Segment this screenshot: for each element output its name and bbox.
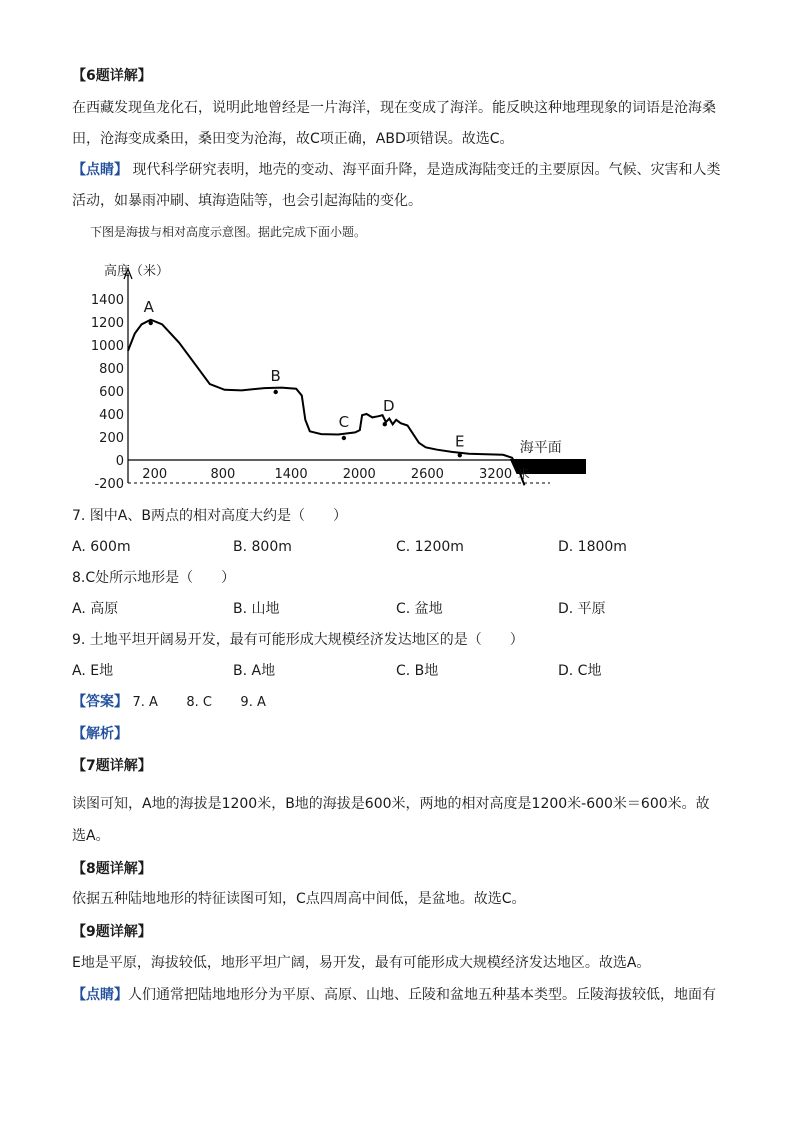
q8-option-c[interactable]: C. 盆地 <box>396 601 443 617</box>
point-marker-b <box>274 390 278 394</box>
q9-option-a[interactable]: A. E地 <box>72 663 114 679</box>
point-marker-d <box>383 422 387 426</box>
elevation-profile-chart <box>90 255 590 495</box>
figure-intro: 下图是海拔与相对高度示意图。据此完成下面小题。 <box>90 225 367 239</box>
q8-option-b[interactable]: B. 山地 <box>233 601 280 617</box>
answer-label: 【答案】 <box>72 694 128 710</box>
section-8-heading: 【8题详解】 <box>72 861 152 877</box>
tip-2 <box>72 985 716 1005</box>
tip-2-label: 【点睛】 <box>72 987 128 1003</box>
q7-option-a[interactable]: A. 600m <box>72 539 131 555</box>
question-7-stem: 7. 图中A、B两点的相对高度大约是（ ） <box>72 508 347 524</box>
tip-1 <box>72 155 722 217</box>
answer-7: 7. A <box>132 695 158 710</box>
section-6-heading: 【6题详解】 <box>72 68 152 84</box>
section-8-body: 依据五种陆地地形的特征读图可知，C点四周高中间低，是盆地。故选C。 <box>72 891 526 907</box>
sea-level-label: 海平面 <box>519 440 562 456</box>
x-tick-label: 3200 <box>479 467 513 482</box>
x-tick-label: 2600 <box>410 467 444 482</box>
x-tick-label: 1400 <box>274 467 308 482</box>
y-tick-label: 1000 <box>90 339 124 354</box>
section-9-heading: 【9题详解】 <box>72 924 152 940</box>
question-8-stem: 8.C处所示地形是（ ） <box>72 570 236 586</box>
x-tick-label: 200 <box>142 467 168 482</box>
y-axis-label: 高度（米） <box>104 264 170 279</box>
y-tick-label: 200 <box>99 431 124 446</box>
point-label-c: C <box>338 413 350 431</box>
y-tick-label: 1400 <box>90 293 124 308</box>
point-label-b: B <box>270 367 281 385</box>
x-axis-unit-label: 米 <box>517 467 530 481</box>
section-6-body: 在西藏发现鱼龙化石，说明此地曾经是一片海洋，现在变成了海洋。能反映这种地理现象的词语是沧海桑田，沧海变成桑田，桑田变为沧海，故C项正确，ABD项错误。故选C。 <box>72 100 716 147</box>
y-tick-label: 800 <box>99 362 124 377</box>
y-tick-label: 1200 <box>90 316 124 331</box>
point-marker-c <box>342 436 346 440</box>
tip-2-body: 人们通常把陆地地形分为平原、高原、山地、丘陵和盆地五种基本类型。丘陵海拔较低，地面有 <box>128 987 716 1003</box>
point-marker-a <box>149 321 153 325</box>
point-marker-e <box>458 453 462 457</box>
answer-8: 8. C <box>186 695 212 710</box>
q7-option-b[interactable]: B. 800m <box>233 539 292 555</box>
section-7-heading: 【7题详解】 <box>72 758 152 774</box>
answer-9: 9. A <box>240 695 266 710</box>
point-label-e: E <box>455 432 465 451</box>
tip-1-label: 【点睛】 <box>72 162 128 178</box>
point-label-a: A <box>143 298 154 316</box>
q9-option-d[interactable]: D. C地 <box>558 663 602 679</box>
q8-option-d[interactable]: D. 平原 <box>558 601 606 617</box>
y-tick-label: 0 <box>115 454 124 469</box>
tip-1-body: 现代科学研究表明，地壳的变动、海平面升降，是造成海陆变迁的主要原因。气候、灾害和人类活动，如暴雨冲刷、填海造陆等，也会引起海陆的变化。 <box>72 162 721 209</box>
section-9-body: E地是平原，海拔较低，地形平坦广阔，易开发，最有可能形成大规模经济发达地区。故选A。 <box>72 955 651 971</box>
x-tick-label: 2000 <box>342 467 376 482</box>
q8-option-a[interactable]: A. 高原 <box>72 601 119 617</box>
q9-option-c[interactable]: C. B地 <box>396 663 439 679</box>
q7-option-c[interactable]: C. 1200m <box>396 539 464 555</box>
q7-option-d[interactable]: D. 1800m <box>558 539 627 555</box>
x-tick-label: 800 <box>210 467 236 482</box>
y-tick-label: 600 <box>99 385 124 400</box>
answer-line <box>72 692 266 713</box>
analysis-label: 【解析】 <box>72 726 128 742</box>
y-tick-label: 400 <box>99 408 124 423</box>
y-tick-label: -200 <box>94 477 124 492</box>
point-label-d: D <box>383 397 395 416</box>
question-9-stem: 9. 土地平坦开阔易开发，最有可能形成大规模经济发达地区的是（ ） <box>72 632 524 648</box>
section-7-body: 读图可知，A地的海拔是1200米，B地的海拔是600米，两地的相对高度是1200米-600米＝600米。故选A。 <box>72 796 710 844</box>
q9-option-b[interactable]: B. A地 <box>233 663 276 679</box>
